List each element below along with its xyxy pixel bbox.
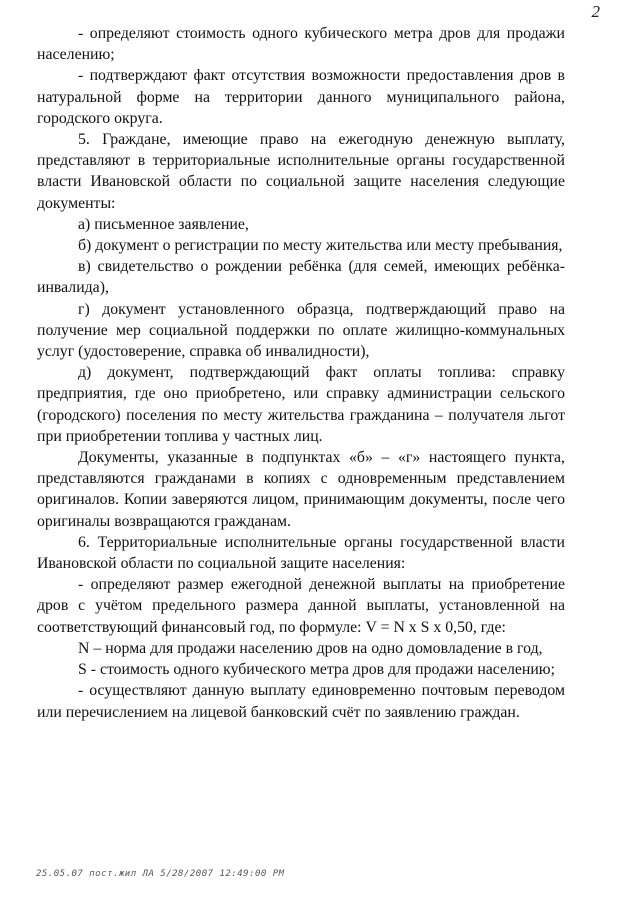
page-number: 2 (591, 2, 600, 21)
paragraph-s-definition: S - стоимость одного кубического метра дров для продажи населению; (78, 661, 555, 679)
document-footer-stamp: 25.05.07 пост.жил ЛА 5/28/2007 12:49:00 PM (36, 869, 285, 879)
document-body (37, 23, 565, 723)
paragraph-copies: Документы, указанные в подпунктах «б» – «г» настоящего пункта, представляются гражданами в копиях с одновременным представлением оригиналов. Копии заверяются лицом, принимающим документы, после чего оригиналы возвращаются гражданам. (37, 449, 565, 530)
paragraph-payment: - осуществляют данную выплату единовременно почтовым переводом или перечислением на лицевой банковский счёт по заявлению граждан. (37, 682, 565, 721)
paragraph-section-6: 6. Территориальные исполнительные органы государственной власти Ивановской области по социальной защите населения: (37, 533, 565, 573)
list-item-g: г) документ установленного образца, подтверждающий право на получение мер социальной поддержки по оплате жилищно-коммунальных услуг (удостоверение, справка об инвалидности), (37, 300, 565, 361)
paragraph-confirm-absence: - подтверждают факт отсутствия возможности предоставления дров в натуральной форме на территории данного муниципального района, городского округа. (37, 67, 565, 127)
paragraph-formula: - определяют размер ежегодной денежной выплаты на приобретение дров с учётом предельного размера данной выплаты, установленной на соответствующий финансовый год, по формуле: V = N x S x 0,50, где: (37, 576, 565, 636)
list-item-b: б) документ о регистрации по месту жительства или месту пребывания, (78, 237, 563, 255)
paragraph-cost-definition: - определяют стоимость одного кубического метра дров для продажи населению; (37, 25, 565, 64)
list-item-a: а) письменное заявление, (78, 215, 249, 233)
list-item-d: д) документ, подтверждающий факт оплаты топлива: справку предприятия, где оно приобретено, или справку администрации сельского (городского) поселения по месту жительства гражданина – получателя льгот при приобретении топлива у частных лиц. (37, 364, 565, 445)
paragraph-section-5: 5. Граждане, имеющие право на ежегодную денежную выплату, представляют в территориальные исполнительные органы государственной власти Ивановской области по социальной защите населения следующие документы: (37, 131, 565, 212)
paragraph-n-definition: N – норма для продажи населению дров на одно домовладение в год, (78, 639, 543, 657)
list-item-v: в) свидетельство о рождении ребёнка (для семей, имеющих ребёнка-инвалида), (37, 258, 565, 297)
